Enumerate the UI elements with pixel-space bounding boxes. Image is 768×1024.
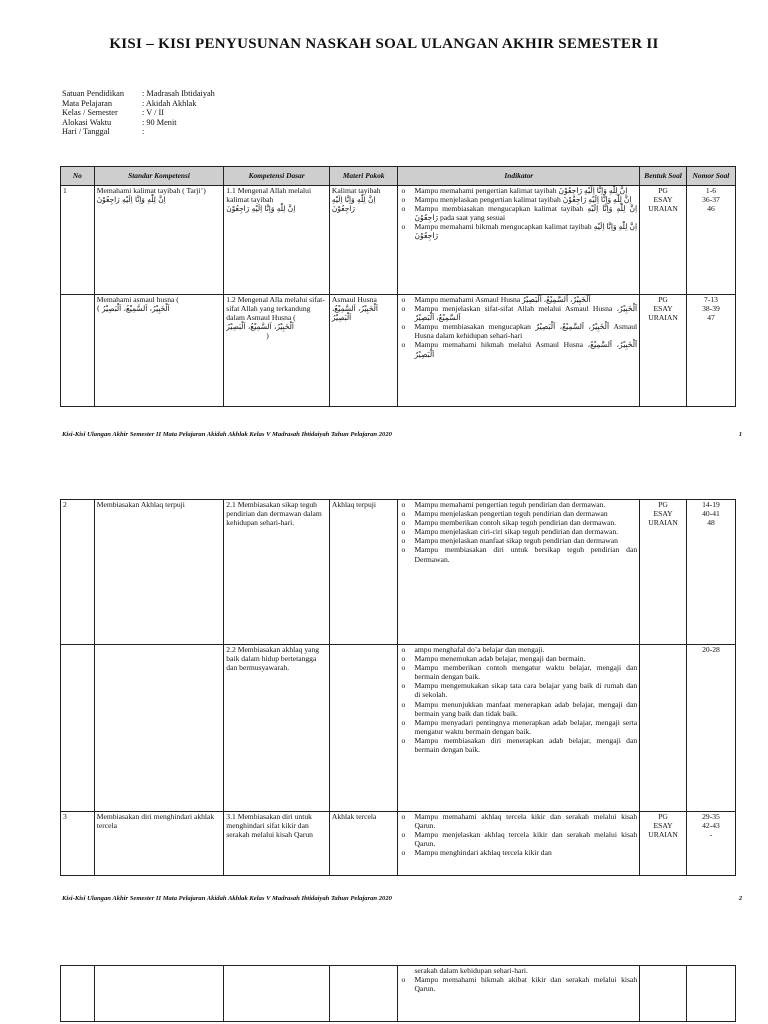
meta-row-satuan: Satuan Pendidikan : Madrasah Ibtidaiyah <box>62 89 215 98</box>
list-item: o Mampu memahami hikmah akibat kikir dan serakah melalui kisah Qarun. <box>400 975 637 993</box>
cell-indikator <box>398 295 640 407</box>
cell-kompetensi-dasar: 3.1 Membiasakan diri untuk menghindari sifat kikir dan serakah melalui kisah Qarun <box>224 812 330 876</box>
list-item: o Mampu menjelaskan ciri-ciri sikap teguh pendirian dan dermawan. <box>400 527 637 536</box>
cell-standar-kompetensi <box>94 966 224 1022</box>
indicator-list <box>400 500 637 564</box>
cell-bentuk-soal: PG ESAY URAIAN <box>640 812 687 876</box>
table-row <box>61 966 736 1022</box>
list-item: o Mampu memberikan contoh mengatur waktu belajar, mengaji dan bermain dengan baik. <box>400 663 637 681</box>
cell-nomor-soal <box>686 966 735 1022</box>
grid-table-page-2 <box>60 499 736 876</box>
cell-bentuk-soal <box>640 645 687 812</box>
list-item: o Mampu menjelaskan sifat-sifat Allah melalui Asmaul Husna اَلْخَبِيْرُ، اَلسَّمِيْعُ، اَلْبَصِيْرُ <box>400 304 637 322</box>
indicator-list <box>400 812 637 857</box>
cell-materi-pokok: Kalimat tayibah اِنَّ لِلّٰهِ وَاِنَّا اِلَيْهِ رَاجِعُوْنَ <box>329 186 398 295</box>
cell-materi-pokok <box>329 645 398 812</box>
table-row <box>61 295 736 407</box>
header-standar-kompetensi: Standar Kompetensi <box>94 167 224 186</box>
list-item: o Mampu menjelaskan pengertian teguh pendirian dan dermawan <box>400 509 637 518</box>
cell-standar-kompetensi: Membiasakan Akhlaq terpuji <box>94 500 224 645</box>
cell-kompetensi-dasar: 2.2 Membiasakan akhlaq yang baik dalam hidup bertetangga dan bermusyawarah. <box>224 645 330 812</box>
list-item: o Mampu menghindari akhlaq tercela kikir dan <box>400 848 637 857</box>
list-item: o Mampu memahami pengertian kalimat tayibah اِنَّ لِلّٰهِ وَاِنَّا اِلَيْهِ رَاجِعُوْنَ <box>400 186 637 195</box>
indicator-list <box>400 645 637 754</box>
meta-row-hari: Hari / Tanggal : <box>62 127 145 136</box>
cell-nomor-soal: 29-35 42-43 - <box>686 812 735 876</box>
list-item: o ampu menghafal do’a belajar dan mengaji. <box>400 645 637 654</box>
cell-indikator <box>398 812 640 876</box>
page-number: 1 <box>738 431 742 438</box>
header-nomor-soal: Nomor Soal <box>686 167 735 186</box>
page-number: 2 <box>738 895 742 902</box>
page-footer-1: Kisi-Kisi Ulangan Akhir Semester II Mata Pelajaran Akidah Akhlak Kelas V Madrasah Ibtidaiyah Tahun Pelajaran 2020 1 <box>62 431 742 438</box>
cell-bentuk-soal <box>640 966 687 1022</box>
cell-indikator <box>398 186 640 295</box>
list-item: o Mampu membiasakan mengucapkan اَلْخَبِيْرُ، اَلسَّمِيْعُ، اَلْبَصِيْرُ Asmaul Husna dalam kehidupan sehari-hari <box>400 322 637 340</box>
cell-bentuk-soal: PG ESAY URAIAN <box>640 186 687 295</box>
header-bentuk-soal: Bentuk Soal <box>640 167 687 186</box>
cell-no: 1 <box>61 186 95 295</box>
cell-indikator <box>398 500 640 645</box>
table-row <box>61 500 736 645</box>
list-item: o Mampu memahami hikmah melalui Asmaul Husna اَلْخَبِيْرُ، اَلسَّمِيْعُ، اَلْبَصِيْرُ <box>400 340 637 358</box>
table-row <box>61 186 736 295</box>
table-header-row <box>61 167 736 186</box>
header-no: No <box>61 167 95 186</box>
indicator-list <box>400 295 637 359</box>
cell-no: 3 <box>61 812 95 876</box>
list-item: o Mampu menunjukkan manfaat menerapkan adab belajar, mengaji dan bermain yang baik dan tidak baik. <box>400 700 637 718</box>
cell-kompetensi-dasar: 2.1 Membiasakan sikap teguh pendirian dan dermawan dalam kehidupan sehari-hari. <box>224 500 330 645</box>
cell-nomor-soal: 20-28 <box>686 645 735 812</box>
list-item: o Mampu menjelaskan akhlaq tercela kikir dan serakah melalui kisah Qarun. <box>400 830 637 848</box>
list-item: o Mampu menjelaskan pengertian kalimat tayibah اِنَّ لِلّٰهِ وَاِنَّا اِلَيْهِ رَاجِعُوْنَ <box>400 195 637 204</box>
list-item: o Mampu menemukan adab belajar, mengaji dan bermain. <box>400 654 637 663</box>
grid-table-page-1 <box>60 166 736 407</box>
meta-row-alokasi: Alokasi Waktu : 90 Menit <box>62 117 177 127</box>
cell-standar-kompetensi: Membiasakan diri menghindari akhlak tercela <box>94 812 224 876</box>
cell-materi-pokok: Asmaul Husna اَلْخَبِيْرُ، اَلسَّمِيْعُ، اَلْبَصِيْرُ <box>329 295 398 407</box>
document-meta <box>62 89 215 137</box>
list-item: o Mampu membiasakan diri menerapkan adab belajar, mengaji dan bermain dengan baik. <box>400 736 637 754</box>
cell-kompetensi-dasar <box>224 966 330 1022</box>
header-kompetensi-dasar: Kompetensi Dasar <box>224 167 330 186</box>
document-title: KISI – KISI PENYUSUNAN NASKAH SOAL ULANGAN AKHIR SEMESTER II <box>109 36 659 52</box>
cell-standar-kompetensi: Memahami kalimat tayibah ( Tarji’) اِنَّ لِلّٰهِ وَاِنَّا اِلَيْهِ رَاجِعُوْنَ <box>94 186 224 295</box>
cell-indikator: serakah dalam kehidupan sehari-hari. o Mampu memahami hikmah akibat kikir dan serakah melalui kisah Qarun. <box>398 966 640 1022</box>
list-item: o Mampu mengemukakan sikap tata cara belajar yang baik di rumah dan di sekolah. <box>400 681 637 699</box>
cell-materi-pokok <box>329 966 398 1022</box>
meta-row-kelas: Kelas / Semester : V / II <box>62 108 165 117</box>
cell-no <box>61 295 95 407</box>
list-item: o Mampu memahami Asmaul Husna اَلْخَبِيْرُ، اَلسَّمِيْعُ، اَلْبَصِيْرُ <box>400 295 637 304</box>
cell-materi-pokok: Akhlak tercela <box>329 812 398 876</box>
cell-kompetensi-dasar: 1.2 Mengenal Alla melalui sifat-sifat Allah yang terkandung dalam Asmaul Husna ( اَلْخَبِيْرُ، اَلسَّمِيْعُ، اَلْبَصِيْرُ ) <box>224 295 330 407</box>
cell-no: 2 <box>61 500 95 645</box>
list-item: o Mampu menjelaskan manfaat sikap teguh pendirian dan dermawan <box>400 536 637 545</box>
cell-nomor-soal: 7-13 38-39 47 <box>686 295 735 407</box>
list-item: o Mampu membiasakan mengucapkan kalimat tayibah اِنَّ لِلّٰهِ وَاِنَّا اِلَيْهِ رَاجِعُوْنَ pada saat yang sesuai <box>400 204 637 222</box>
header-materi-pokok: Materi Pokok <box>329 167 398 186</box>
list-item: o Mampu menyadari pentingnya menerapkan adab belajar, mengaji serta mengatur waktu bermain dengan baik. <box>400 718 637 736</box>
cell-indikator <box>398 645 640 812</box>
cell-kompetensi-dasar: 1.1 Mengenal Allah melalui kalimat tayibah اِنَّ لِلّٰهِ وَاِنَّا اِلَيْهِ رَاجِعُوْنَ <box>224 186 330 295</box>
cell-standar-kompetensi: Memahami asmaul husna ( اَلْخَبِيْرُ، اَلسَّمِيْعُ، اَلْبَصِيْرُ ) <box>94 295 224 407</box>
table-row <box>61 645 736 812</box>
page-footer-2: Kisi-Kisi Ulangan Akhir Semester II Mata Pelajaran Akidah Akhlak Kelas V Madrasah Ibtidaiyah Tahun Pelajaran 2020 2 <box>62 895 742 902</box>
grid-table-page-3 <box>60 965 736 1022</box>
cell-standar-kompetensi <box>94 645 224 812</box>
list-item: o Mampu membiasakan diri untuk bersikap teguh pendirian dan Dermawan. <box>400 545 637 563</box>
meta-row-mapel: Mata Pelajaran : Akidah Akhlak <box>62 98 197 108</box>
cell-nomor-soal: 1-6 36-37 46 <box>686 186 735 295</box>
indicator-list <box>400 186 637 241</box>
cell-bentuk-soal: PG ESAY URAIAN <box>640 295 687 407</box>
cell-nomor-soal: 14-19 40-41 48 <box>686 500 735 645</box>
cell-materi-pokok: Akhlaq terpuji <box>329 500 398 645</box>
header-indikator: Indikator <box>398 167 640 186</box>
cell-no <box>61 966 95 1022</box>
list-item: o Mampu memahami hikmah mengucapkan kalimat tayibah اِنَّ لِلّٰهِ وَاِنَّا اِلَيْهِ رَاجِعُوْنَ <box>400 222 637 240</box>
cell-bentuk-soal: PG ESAY URAIAN <box>640 500 687 645</box>
list-item: o Mampu memahami akhlaq tercela kikir dan serakah melalui kisah Qarun. <box>400 812 637 830</box>
table-row <box>61 812 736 876</box>
list-item: o Mampu memahami pengertian teguh pendirian dan dermawan. <box>400 500 637 509</box>
indicator-list <box>400 975 637 993</box>
cell-no <box>61 645 95 812</box>
list-item: o Mampu memberikan contoh sikap teguh pendirian dan dermawan. <box>400 518 637 527</box>
